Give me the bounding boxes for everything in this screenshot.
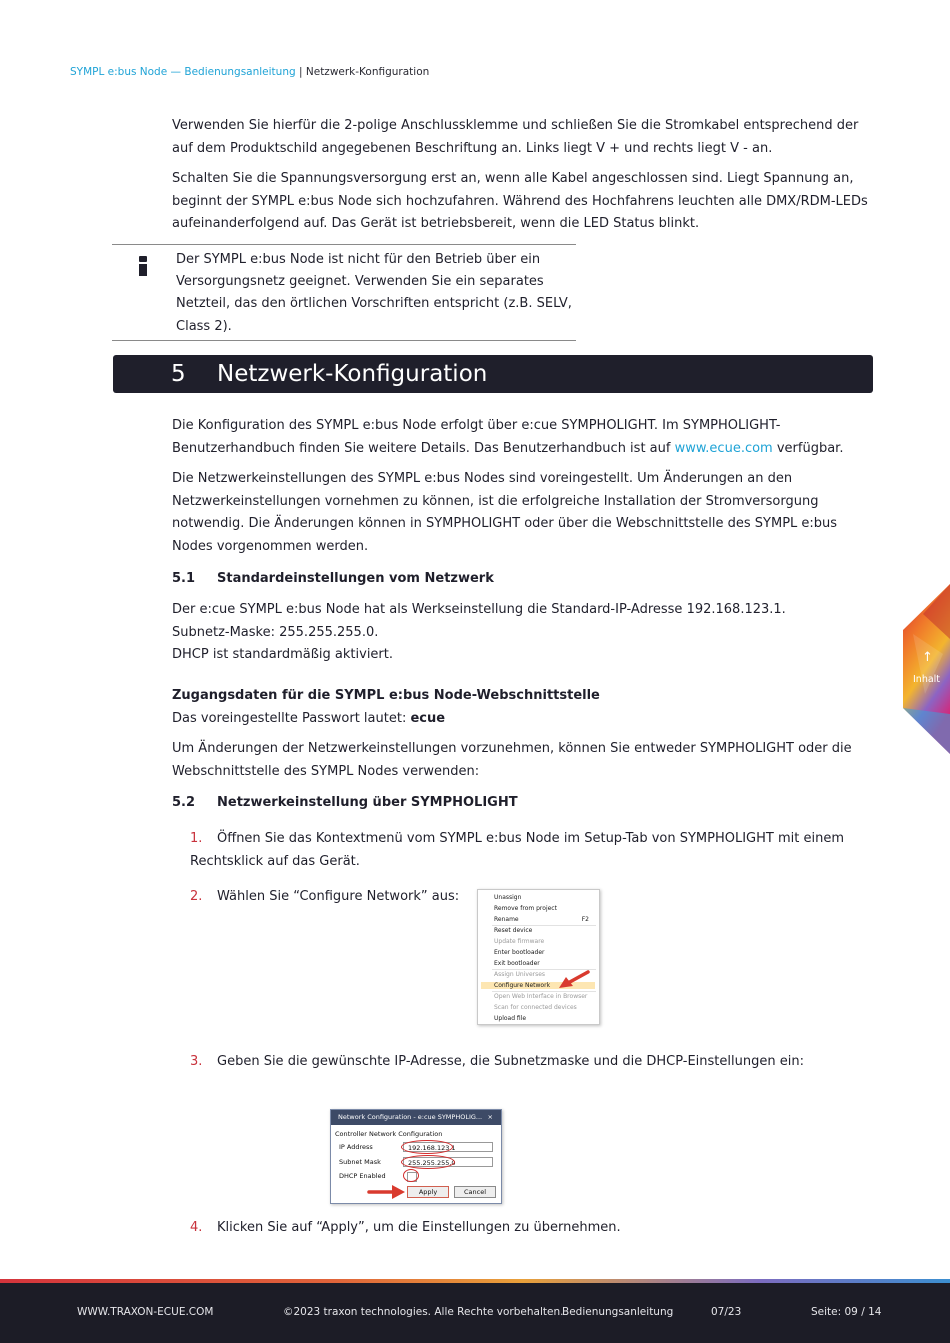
- step-3: [190, 1051, 860, 1074]
- default-mask-line: Subnetz-Maske: 255.255.255.0.: [172, 624, 379, 640]
- step-4-number: 4.: [190, 1220, 203, 1235]
- dialog-titlebar: [331, 1110, 501, 1125]
- step-2-text: Wählen Sie “Configure Network” aus:: [217, 889, 460, 904]
- chapter-paragraph-1-a: Die Konfiguration des SYMPL e:bus Node erfolgt über e:cue SYMPHOLIGHT. Im SYMPHOLIGHT-Benutzerhandbuch finden Sie weitere Details. Das Benutzerhandbuch ist auf: [172, 418, 781, 456]
- intro-text: [172, 115, 877, 236]
- menu-shortcut-f2: F2: [581, 916, 589, 923]
- step-4-text: Klicken Sie auf “Apply”, um die Einstellungen zu übernehmen.: [217, 1220, 621, 1235]
- menu-item-rename: Rename: [494, 916, 519, 923]
- section-5-2-title: Netzwerkeinstellung über SYMPHOLIGHT: [217, 795, 518, 810]
- note-bottom-rule: [112, 340, 576, 341]
- section-5-2-heading: [172, 795, 518, 810]
- chapter-number: 5: [171, 361, 186, 387]
- password-label: Das voreingestellte Passwort lautet:: [172, 710, 411, 726]
- subnet-mask-label: Subnet Mask: [339, 1158, 381, 1166]
- footer-page-number: Seite: 09 / 14: [811, 1306, 882, 1318]
- mask-highlight-oval: [401, 1155, 455, 1169]
- breadcrumb-current: Netzwerk-Konfiguration: [305, 66, 430, 78]
- note-top-rule: [112, 244, 576, 245]
- chapter-title: Netzwerk-Konfiguration: [217, 361, 488, 387]
- footer-document-type: Bedienungsanleitung: [562, 1306, 674, 1318]
- access-data-block: [172, 685, 877, 783]
- red-arrow-icon: [367, 1184, 407, 1200]
- intro-paragraph-2: Schalten Sie die Spannungsversorgung erst an, wenn alle Kabel angeschlossen sind. Liegt Spannung an, beginnt der SYMPL e:bus Node sich hochzufahren. Während des Hochfahrens leuchten alle DMX/RDM-LEDs aufeinanderfolgend auf. Das Gerät ist betriebsbereit, wenn die LED Status blinkt.: [172, 171, 868, 231]
- page-footer: [0, 1283, 950, 1343]
- breadcrumb: [70, 66, 429, 78]
- menu-item-reset: Reset device: [494, 927, 533, 934]
- default-ip-line: Der e:cue SYMPL e:bus Node hat als Werkseinstellung die Standard-IP-Adresse 192.168.123.1.: [172, 602, 786, 617]
- menu-item-scan-devices: Scan for connected devices: [494, 1004, 577, 1011]
- chapter-paragraph-1-b: verfügbar.: [772, 440, 844, 456]
- footer-copyright: ©2023 traxon technologies. Alle Rechte vorbehalten.: [283, 1306, 564, 1318]
- toc-side-tab[interactable]: [903, 584, 950, 754]
- default-dhcp-line: DHCP ist standardmäßig aktiviert.: [172, 647, 394, 662]
- chapter-heading: [113, 355, 873, 393]
- close-icon: ×: [487, 1113, 493, 1121]
- password-line: [172, 708, 877, 731]
- breadcrumb-separator: |: [295, 66, 306, 78]
- chapter-paragraph-2: Die Netzwerkeinstellungen des SYMPL e:bus Nodes sind voreingestellt. Um Änderungen an den Netzwerkeinstellungen vornehmen zu können, ist die erfolgreiche Installation der Stromversorgung notwendig. Die Änderungen können in SYMPHOLIGHT oder über die Webschnittstelle des SYMPL e:bus Nodes vorgenommen werden.: [172, 471, 838, 554]
- step-2-number: 2.: [190, 889, 203, 904]
- ip-highlight-oval: [401, 1140, 453, 1154]
- step-2: [190, 886, 480, 909]
- chapter-text: [172, 415, 877, 558]
- access-heading: Zugangsdaten für die SYMPL e:bus Node-Webschnittstelle: [172, 688, 600, 703]
- menu-item-exit-bootloader: Exit bootloader: [494, 960, 540, 967]
- menu-separator: [492, 991, 596, 992]
- menu-item-update-firmware: Update firmware: [494, 938, 545, 945]
- toc-tab-label: Inhalt: [913, 674, 941, 685]
- menu-item-remove: Remove from project: [494, 905, 557, 912]
- chapter-paragraph-1: [172, 415, 877, 460]
- dhcp-enabled-label: DHCP Enabled: [339, 1172, 386, 1180]
- menu-separator: [492, 925, 596, 926]
- arrow-up-icon: ↑: [922, 650, 933, 665]
- apply-button: Apply: [407, 1186, 449, 1198]
- dialog-title: Network Configuration - e:cue SYMPHOLIG...: [338, 1113, 483, 1121]
- footer-date: 07/23: [711, 1306, 742, 1318]
- password-value: ecue: [410, 710, 446, 726]
- menu-item-assign-universes: Assign Universes: [494, 971, 546, 978]
- step-1-number: 1.: [190, 831, 203, 846]
- section-5-1-heading: [172, 571, 494, 586]
- ip-address-label: IP Address: [339, 1143, 373, 1151]
- menu-item-enter-bootloader: Enter bootloader: [494, 949, 545, 956]
- section-5-1-number: 5.1: [172, 571, 196, 586]
- section-5-1-title: Standardeinstellungen vom Netzwerk: [217, 571, 494, 586]
- footer-website[interactable]: WWW.TRAXON-ECUE.COM: [77, 1306, 214, 1318]
- step-3-text: Geben Sie die gewünschte IP-Adresse, die Subnetzmaske und die DHCP-Einstellungen ein:: [217, 1054, 804, 1069]
- polygon-background-icon: [903, 584, 950, 754]
- subnet-mask-field: 255.255.255.0: [403, 1157, 493, 1167]
- note-text: Der SYMPL e:bus Node ist nicht für den Betrieb über ein Versorgungsnetz geeignet. Verwenden Sie ein separates Netzteil, das den örtlichen Vorschriften entspricht (z.B. SELV, Class 2).: [176, 252, 572, 334]
- menu-item-open-web-interface: Open Web Interface in Browser: [494, 993, 588, 1000]
- step-4: [190, 1217, 860, 1240]
- menu-item-unassign: Unassign: [494, 894, 522, 901]
- ecue-website-link[interactable]: www.ecue.com: [674, 440, 773, 456]
- red-arrow-icon: [556, 968, 592, 990]
- menu-item-configure-network: Configure Network: [481, 982, 595, 989]
- step-1-text: Öffnen Sie das Kontextmenü vom SYMPL e:bus Node im Setup-Tab von SYMPHOLIGHT mit einem Rechtsklick auf das Gerät.: [190, 831, 844, 869]
- info-icon: [136, 254, 150, 278]
- step-1: [190, 828, 860, 873]
- breadcrumb-doc-link[interactable]: SYMPL e:bus Node — Bedienungsanleitung: [70, 66, 296, 78]
- dialog-heading: Controller Network Configuration: [335, 1130, 443, 1138]
- context-menu-screenshot: [477, 889, 600, 1025]
- menu-item-upload-file: Upload file: [494, 1015, 527, 1022]
- change-settings-paragraph: Um Änderungen der Netzwerkeinstellungen vorzunehmen, können Sie entweder SYMPHOLIGHT oder die Webschnittstelle des SYMPL Nodes verwenden:: [172, 741, 852, 779]
- cancel-button: Cancel: [454, 1186, 496, 1198]
- dhcp-highlight-oval: [403, 1169, 419, 1182]
- section-5-2-number: 5.2: [172, 795, 196, 810]
- step-3-number: 3.: [190, 1054, 203, 1069]
- network-dialog-screenshot: [330, 1109, 502, 1204]
- section-5-1-defaults: [172, 599, 877, 667]
- intro-paragraph-1: Verwenden Sie hierfür die 2-polige Anschlussklemme und schließen Sie die Stromkabel entsprechend der auf dem Produktschild angegebenen Beschriftung an. Links liegt V + und rechts liegt V - an.: [172, 118, 859, 156]
- ip-address-field: 192.168.123.1: [403, 1142, 493, 1152]
